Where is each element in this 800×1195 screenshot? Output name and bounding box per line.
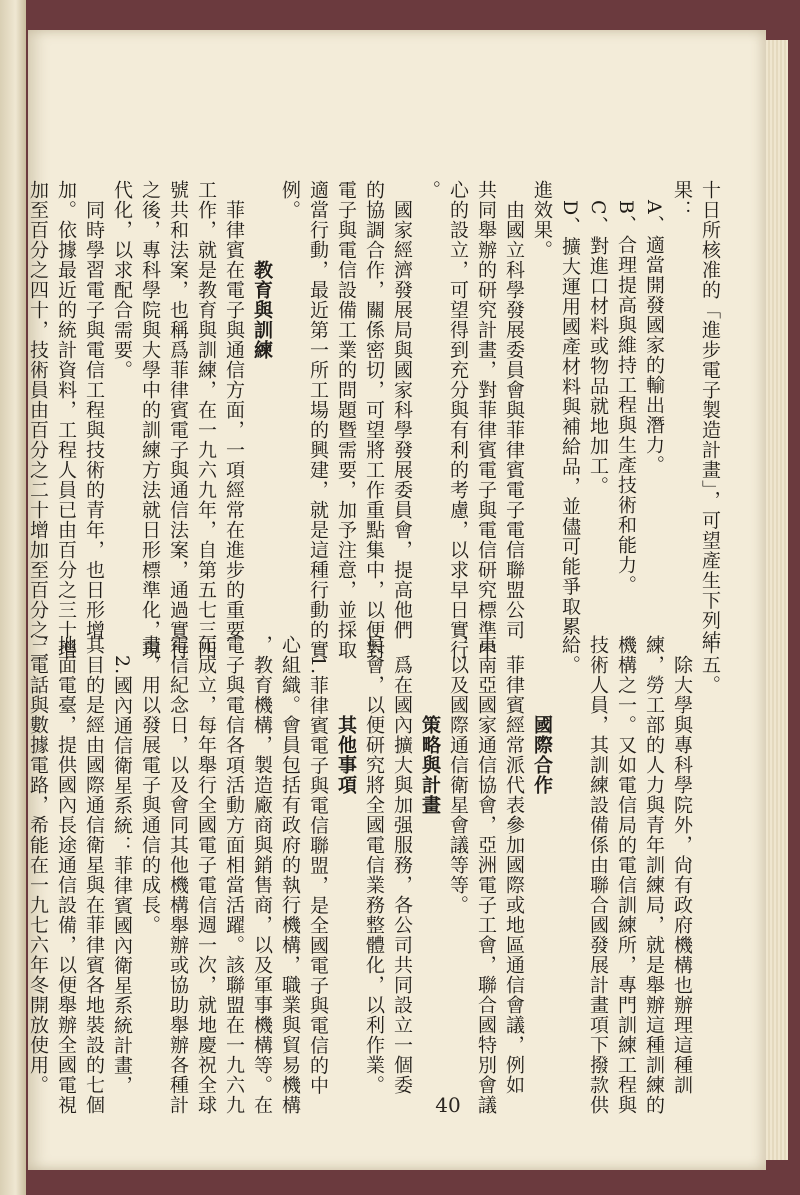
text-column: 同時學習電子與電信工程與技術的青年，也日形增 — [83, 180, 105, 640]
text-column: 其目的是經由國際通信衛星與在菲律賓各地裝設的七個 — [83, 635, 105, 1115]
text-column: 1.菲律賓電子與電信聯盟，是全國電子與電信的中 — [307, 635, 329, 1096]
text-column: 畫，用以發展電子與通信的成長。 — [139, 635, 161, 935]
text-column: 給。 — [559, 635, 581, 675]
text-column: 例。 — [279, 180, 301, 220]
text-column: 果： — [671, 180, 693, 220]
text-column: 2.國內通信衛星系統：菲律賓國內衛星系統計畫， — [111, 635, 133, 1096]
text-column: 菲律賓經常派代表參加國際或地區通信會議，例如 — [503, 635, 525, 1095]
text-column: 員會，以便研究將全國電信業務整體化，以利作業。 — [363, 635, 385, 1095]
text-column: 十日所核准的「進步電子製造計畫」，可望產生下列結 — [699, 180, 721, 651]
text-column: 除大學與專科學院外，尙有政府機構也辦理這種訓 — [671, 635, 693, 1095]
previous-page-edge — [0, 0, 26, 1195]
text-column: 爲在國內擴大與加强服務，各公司共同設立一個委 — [391, 635, 413, 1095]
text-column: 號共和法案，也稱爲菲律賓電子與通信法案，通過實行 — [167, 180, 189, 660]
text-column: 適當行動，最近第一所工場的興建，就是這種行動的實 — [307, 180, 329, 660]
text-column: 心的設立，可望得到充分與有利的考慮，以求早日實行 — [447, 180, 469, 660]
text-column: 加。依據最近的統計資料，工程人員已由百分之三十增 — [55, 180, 77, 660]
text-column: 菲律賓在電子與通信方面，一項經常在進步的重要 — [223, 180, 245, 640]
page-number: 40 — [435, 1093, 461, 1117]
text-column: C、對進口材料或物品就地加工。 — [587, 180, 609, 496]
text-column: 。 — [419, 180, 441, 200]
text-column: 國家經濟發展局與國家科學發展委員會，提高他們 — [391, 180, 413, 640]
text-column: B、合理提高與維持工程與生產技術和能力。 — [615, 180, 637, 595]
section-heading-international-cooperation: 國際合作 — [531, 635, 553, 795]
text-column: 加至百分之四十，技術員由百分之二十增加至百分之二 — [27, 180, 49, 660]
text-column: 電子與電信設備工業的問題暨需要，加予注意，並採取 — [335, 180, 357, 660]
text-column: 電子與電信各項活動方面相當活躍。該聯盟在一九六九 — [223, 635, 245, 1115]
book-page — [28, 30, 766, 1170]
text-column: 十五。 — [699, 635, 721, 695]
text-column: ，教育機構，製造廠商與銷售商，以及軍事機構等。在 — [251, 635, 273, 1115]
text-column: 東南亞國家通信協會，亞洲電子工會，聯合國特別會議 — [475, 635, 497, 1115]
text-column: 工作，就是教育與訓練，在一九六九年，自第五七三四 — [195, 180, 217, 660]
text-column: 年成立，每年舉行全國電子電信週一次，就地慶祝全球 — [195, 635, 217, 1115]
text-column: 機構之一。又如電信局的電信訓練所，專門訓練工程與 — [615, 635, 637, 1115]
text-column: 代化，以求配合需要。 — [111, 180, 133, 380]
text-column: 的協調合作，關係密切，可望將工作重點集中，以便對 — [363, 180, 385, 660]
text-column: 共同舉辦的研究計畫，對菲律賓電子與電信研究標準中 — [475, 180, 497, 660]
page-stack-edges — [766, 40, 788, 1160]
text-column: 心組織。會員包括有政府的執行機構，職業與貿易機構 — [279, 635, 301, 1115]
section-heading-strategy-and-planning: 策略與計畫 — [419, 635, 441, 815]
text-column: 由國立科學發展委員會與菲律賓電子電信聯盟公司 — [503, 180, 525, 640]
text-column: 技術人員，其訓練設備係由聯合國發展計畫項下撥款供 — [587, 635, 609, 1115]
text-column: A、適當開發國家的輸出潛力。 — [643, 180, 665, 475]
text-column: 進效果。 — [531, 180, 553, 260]
section-heading-other-matters: 其他事項 — [335, 635, 357, 795]
text-column: 地面電臺，提供國內長途通信設備，以便舉辦全國電視 — [55, 635, 77, 1115]
text-column: 電信紀念日，以及會同其他機構舉辦或協助舉辦各種計 — [167, 635, 189, 1115]
section-heading-education: 教育與訓練 — [251, 180, 273, 360]
text-column: ，電話與數據電路，希能在一九七六年冬開放使用。 — [27, 635, 49, 1095]
text-column: 練，勞工部的人力與青年訓練局，就是舉辦這種訓練的 — [643, 635, 665, 1115]
text-column: D、擴大運用國產材料與補給品，並儘可能爭取累 — [559, 180, 581, 637]
text-column: ，以及國際通信衛星會議等等。 — [447, 635, 469, 915]
text-column: 之後，專科學院與大學中的訓練方法就日形標準化，現 — [139, 180, 161, 660]
